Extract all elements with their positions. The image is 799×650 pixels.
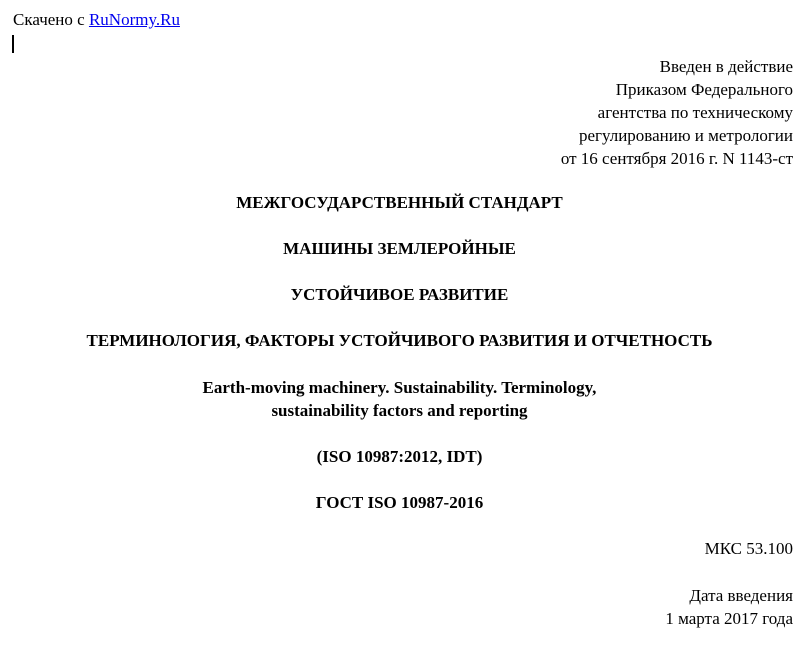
english-title-line1: Earth-moving machinery. Sustainability. Terminology, xyxy=(202,378,597,397)
enactment-line: от 16 сентября 2016 г. N 1143-ст xyxy=(560,149,793,168)
mks-code: МКС 53.100 xyxy=(704,539,793,558)
enactment-line: Введен в действие xyxy=(659,57,793,76)
standard-type-heading: МЕЖГОСУДАРСТВЕННЫЙ СТАНДАРТ xyxy=(236,193,563,212)
sustainable-heading: УСТОЙЧИВОЕ РАЗВИТИЕ xyxy=(290,285,509,304)
iso-reference: (ISO 10987:2012, IDT) xyxy=(316,447,483,466)
enactment-line: агентства по техническому xyxy=(597,103,793,122)
date-value: 1 марта 2017 года xyxy=(665,609,793,628)
gost-number: ГОСТ ISO 10987-2016 xyxy=(315,493,484,512)
english-title-line2: sustainability factors and reporting xyxy=(271,401,528,420)
download-source-line xyxy=(13,9,180,31)
enactment-block xyxy=(561,55,793,170)
terminology-heading: ТЕРМИНОЛОГИЯ, ФАКТОРЫ УСТОЙЧИВОГО РАЗВИТИЯ И ОТЧЕТНОСТЬ xyxy=(86,331,713,350)
text-cursor xyxy=(12,35,14,53)
downloaded-prefix: Скачено с xyxy=(13,10,85,29)
enactment-line: Приказом Федерального xyxy=(615,80,793,99)
runormy-link[interactable]: RuNormy.Ru xyxy=(88,10,180,29)
date-label: Дата введения xyxy=(689,586,793,605)
enactment-line: регулированию и метрологии xyxy=(578,126,793,145)
machines-heading: МАШИНЫ ЗЕМЛЕРОЙНЫЕ xyxy=(283,239,516,258)
